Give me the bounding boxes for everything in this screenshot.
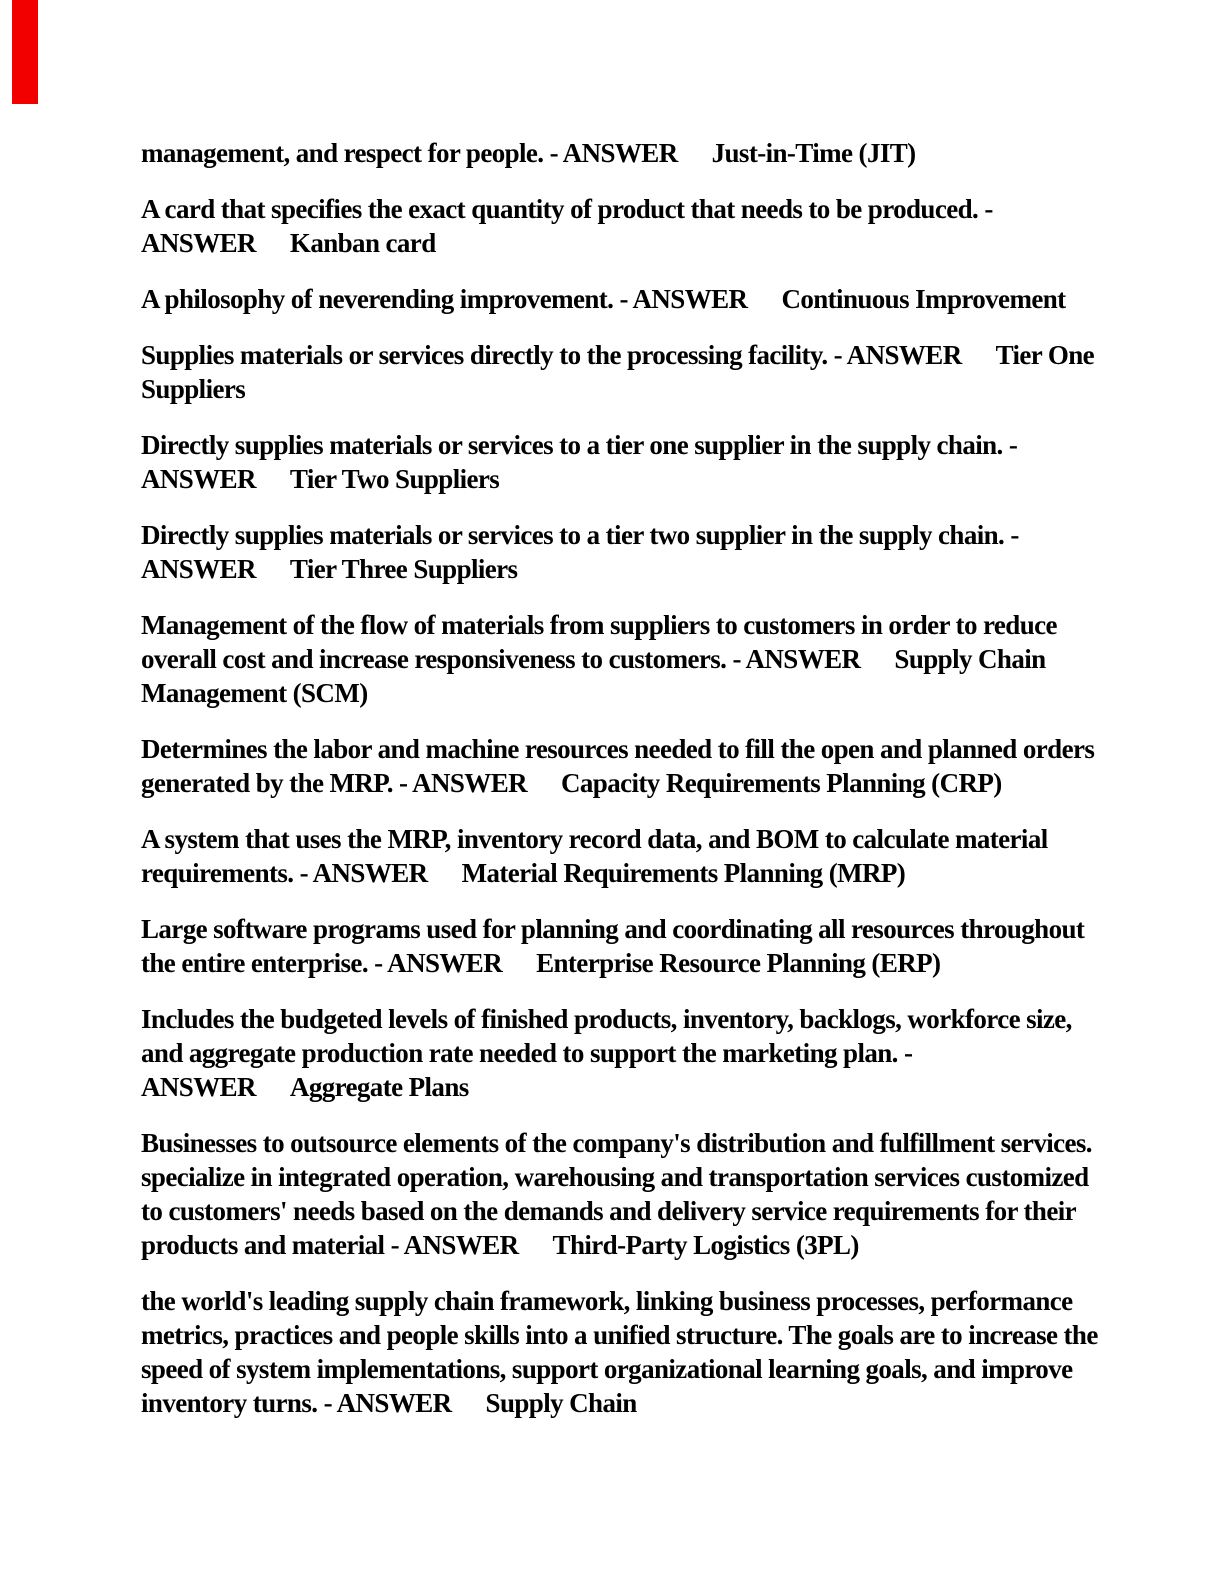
answer-separator-label: - ANSWER <box>141 520 1019 584</box>
answer-text: Just-in-Time (JIT) <box>711 138 916 168</box>
qa-paragraph <box>141 912 1101 980</box>
definition-text: A philosophy of neverending improvement. <box>141 284 614 314</box>
qa-paragraph <box>141 1284 1101 1420</box>
answer-separator-label: - ANSWER <box>141 430 1018 494</box>
answer-text: Tier Three Suppliers <box>289 554 518 584</box>
answer-text: Third-Party Logistics (3PL) <box>552 1230 859 1260</box>
answer-separator-label: - ANSWER <box>293 858 428 888</box>
qa-paragraph <box>141 608 1101 710</box>
answer-separator-label: - ANSWER <box>384 1230 519 1260</box>
definition-text: Large software programs used for planning and coordinating all resources throughout the entire enterprise. <box>141 914 1085 978</box>
definition-text: Supplies materials or services directly to the processing facility. <box>141 340 828 370</box>
answer-text: Capacity Requirements Planning (CRP) <box>561 768 1002 798</box>
answer-separator-label: - ANSWER <box>141 194 993 258</box>
definition-text: Management of the flow of materials from suppliers to customers in order to reduce overall cost and increase responsiveness to customers. <box>141 610 1057 674</box>
answer-separator-label: - ANSWER <box>367 948 503 978</box>
answer-text: Enterprise Resource Planning (ERP) <box>536 948 941 978</box>
definition-text: the world's leading supply chain framework, linking business processes, performance metrics, practices and people skills into a unified structure. The goals are to increase the speed of system implementations, support organizational learning goals, and improve inventory turns. <box>141 1286 1098 1418</box>
definition-text: Directly supplies materials or services to a tier one supplier in the supply chain. <box>141 430 1003 460</box>
answer-text: Continuous Improvement <box>781 284 1066 314</box>
answer-text: Supply Chain <box>485 1388 637 1418</box>
definition-text: Businesses to outsource elements of the company's distribution and fulfillment services. specialize in integrated operation, warehousing and transportation services customized to customers' needs based on the demands and delivery service requirements for their products and material <box>141 1128 1092 1260</box>
answer-separator-label: - ANSWER <box>827 340 962 370</box>
answer-text: Tier Two Suppliers <box>289 464 500 494</box>
answer-text: Material Requirements Planning (MRP) <box>461 858 906 888</box>
definition-text: Directly supplies materials or services to a tier two supplier in the supply chain. <box>141 520 1005 550</box>
qa-paragraph <box>141 338 1101 406</box>
qa-paragraph <box>141 428 1101 496</box>
definition-text: Determines the labor and machine resources needed to fill the open and planned orders generated by the MRP. <box>141 734 1095 798</box>
answer-separator-label: - ANSWER <box>141 1038 913 1102</box>
answer-separator-label: - ANSWER <box>543 138 678 168</box>
qa-paragraph <box>141 192 1101 260</box>
definition-text: management, and respect for people. <box>141 138 544 168</box>
document-text <box>141 136 1101 1442</box>
answer-separator-label: - ANSWER <box>392 768 527 798</box>
qa-paragraph <box>141 136 1101 170</box>
definition-text: A system that uses the MRP, inventory record data, and BOM to calculate material requirements. <box>141 824 1048 888</box>
qa-paragraph <box>141 282 1101 316</box>
qa-paragraph <box>141 1002 1101 1104</box>
qa-paragraph <box>141 1126 1101 1262</box>
answer-separator-label: - ANSWER <box>613 284 748 314</box>
answer-text: Supply Chain Management (SCM) <box>141 644 1046 708</box>
answer-text: Tier One Suppliers <box>141 340 1095 404</box>
answer-separator-label: - ANSWER <box>317 1388 452 1418</box>
answer-separator-label: - ANSWER <box>726 644 861 674</box>
answer-text: Kanban card <box>289 228 436 258</box>
qa-paragraph <box>141 822 1101 890</box>
qa-paragraph <box>141 732 1101 800</box>
red-marker <box>12 0 38 104</box>
definition-text: Includes the budgeted levels of finished products, inventory, backlogs, workforce size, and aggregate production rate needed to support the marketing plan. <box>141 1004 1072 1068</box>
answer-text: Aggregate Plans <box>289 1072 469 1102</box>
definition-text: A card that specifies the exact quantity of product that needs to be produced. <box>141 194 979 224</box>
qa-paragraph <box>141 518 1101 586</box>
